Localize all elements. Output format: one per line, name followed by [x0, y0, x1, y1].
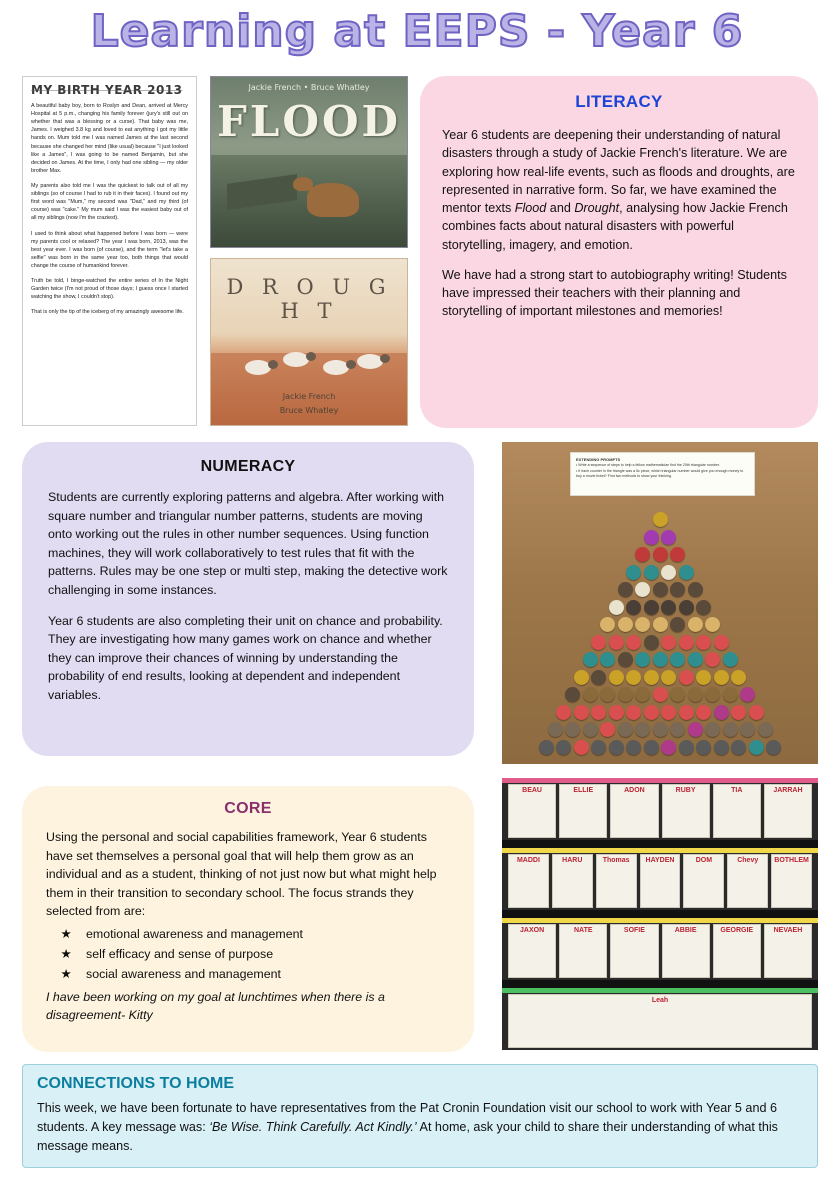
goal-pocket-name: ELLIE	[573, 787, 594, 794]
counter-dot	[688, 687, 703, 702]
goal-pocket	[640, 854, 681, 908]
counter-dot	[696, 635, 711, 650]
goal-pocket	[764, 924, 812, 978]
flood-dog-illustration	[307, 183, 359, 217]
goal-pocket-name: SOFIE	[623, 927, 645, 934]
counter-dot	[670, 547, 685, 562]
counter-dot	[626, 670, 641, 685]
counter-dot	[583, 652, 598, 667]
extending-prompts-line-1: • Write a sequence of steps to help a fellow mathematician find the 20th triangular number.	[576, 463, 720, 468]
photo-band	[502, 778, 818, 783]
counter-dot	[644, 740, 659, 755]
counter-dot	[705, 687, 720, 702]
counter-dot	[626, 565, 641, 580]
counter-dot	[626, 705, 641, 720]
photo-shelf	[502, 840, 818, 848]
counter-dot	[749, 740, 764, 755]
core-section	[22, 786, 474, 1052]
counter-dot	[661, 670, 676, 685]
counter-dot	[705, 652, 720, 667]
goal-pocket	[508, 924, 556, 978]
counter-dot	[609, 600, 624, 615]
counter-dot	[644, 670, 659, 685]
counter-dot	[653, 617, 668, 632]
counter-dot	[661, 740, 676, 755]
goal-pocket-name: ADON	[624, 787, 645, 794]
drought-sheep-illustration	[283, 352, 309, 367]
drought-author: Jackie French	[282, 392, 336, 401]
counter-dot	[644, 705, 659, 720]
counter-dot	[653, 687, 668, 702]
goal-pocket	[508, 854, 549, 908]
autobiography-paragraph: A beautiful baby boy, born to Roslyn and Dean, arrived at Mercy Hospital at 5 p.m., changing his family forever (jury's still out on whether that was a blessing or a curse). That baby was me, James. I weighed 3.8 kg and loved to eat anything I got my little hands on. Mum told me I was named James at the last second because she changed her mind (like usual) because "I just looked like a James", I was going to be named Benjamin, but she decided on James. At the time, I only had one sibling — my older brother Max.	[31, 103, 188, 174]
counter-dot	[749, 705, 764, 720]
counter-dot	[661, 600, 676, 615]
counter-dot	[600, 722, 615, 737]
counter-dot	[670, 582, 685, 597]
goal-pocket-name: TIA	[731, 787, 743, 794]
literacy-paragraph-2: We have had a strong start to autobiography writing! Students have impressed their teachers with their planning and storytelling of important milestones and memories!	[442, 267, 787, 319]
drought-title: D R O U G H T	[226, 275, 392, 323]
counter-dot	[723, 652, 738, 667]
counter-dot	[574, 740, 589, 755]
autobiography-paragraph: I used to think about what happened before I was born — were my parents cool or relaxed? The year I was born, 2013, was the best year ever. I was born (of course), and the term "let's take a selfie" was born in the same year too, both things that would change the course of humankind forever.	[31, 230, 188, 269]
goal-pocket-name: JAXON	[520, 927, 545, 934]
goal-pocket-name: DOM	[695, 857, 713, 864]
goal-pocket	[713, 784, 761, 838]
counter-dot	[644, 635, 659, 650]
counter-dot	[740, 687, 755, 702]
connections-text-b: At home, ask your child to share their understanding of what this message means.	[37, 1119, 778, 1153]
book-cover-flood	[210, 76, 408, 248]
counter-dot	[679, 635, 694, 650]
connections-heading: CONNECTIONS TO HOME	[37, 1075, 235, 1092]
goal-pocket	[559, 784, 607, 838]
goal-pocket-row	[508, 784, 812, 838]
counter-dot	[618, 722, 633, 737]
counter-dot	[679, 600, 694, 615]
counter-dot	[618, 617, 633, 632]
counter-dot	[556, 705, 571, 720]
counter-dot	[679, 705, 694, 720]
counter-dot	[644, 565, 659, 580]
counter-dot	[574, 670, 589, 685]
counter-dot	[583, 722, 598, 737]
counter-dot	[600, 617, 615, 632]
numeracy-photo	[502, 442, 818, 764]
goal-pocket	[610, 784, 658, 838]
goal-pocket	[771, 854, 812, 908]
counter-dot	[635, 687, 650, 702]
goal-pocket	[508, 994, 812, 1048]
goal-pocket-row	[508, 854, 812, 908]
goal-pocket	[610, 924, 658, 978]
counter-dot	[661, 530, 676, 545]
literacy-text-a: Year 6 students are deepening their understanding of natural disasters through a study of Jackie French's literature. We are exploring how real-life events, such as floods and droughts, are represented in narrative form. So far, we have examined the mentor texts	[442, 128, 795, 215]
literacy-section	[420, 76, 818, 428]
photo-band	[502, 988, 818, 993]
strand-label: emotional awareness and management	[86, 927, 303, 942]
goal-pocket	[662, 924, 710, 978]
counter-dot	[731, 705, 746, 720]
counter-dot	[714, 670, 729, 685]
counter-dot	[696, 705, 711, 720]
core-focus-strands	[46, 925, 450, 985]
connections-paragraph	[37, 1099, 803, 1156]
drought-illustrator: Bruce Whatley	[279, 406, 339, 415]
literacy-text-b: and	[546, 201, 575, 215]
goal-pocket-name: HAYDEN	[645, 857, 675, 864]
goal-pocket-name: JARRAH	[773, 787, 803, 794]
goal-pocket	[727, 854, 768, 908]
goal-pocket	[662, 784, 710, 838]
counter-dot	[635, 582, 650, 597]
autobiography-paragraph: Truth be told, I binge-watched the entire series of In the Night Garden twice (I'm not proud of those days; I guess once I started watching the show, I couldn't stop).	[31, 278, 188, 301]
list-item	[46, 945, 450, 965]
counter-dot	[644, 600, 659, 615]
goal-pocket	[764, 784, 812, 838]
goal-pocket	[508, 784, 556, 838]
counter-dot	[670, 687, 685, 702]
goal-pocket-name: RUBY	[675, 787, 696, 794]
goal-pocket	[713, 924, 761, 978]
counter-dot	[688, 652, 703, 667]
counter-dot	[600, 687, 615, 702]
core-paragraph: Using the personal and social capabilities framework, Year 6 students have set themselves a personal goal that will help them grow as an individual and as a student, thinking of not just now but what might help them in their transition to secondary school. The focus strands they selected from are:	[46, 830, 437, 919]
counter-dot	[565, 722, 580, 737]
autobiography-paragraph: That is only the tip of the iceberg of my amazingly awesome life.	[31, 309, 184, 316]
list-item	[46, 965, 450, 985]
counter-dot	[653, 582, 668, 597]
goal-pocket-row	[508, 994, 812, 1048]
counter-dot	[723, 722, 738, 737]
counter-dot	[740, 722, 755, 737]
counter-dot	[635, 547, 650, 562]
flood-authors: Jackie French • Bruce Whatley	[248, 83, 370, 92]
counter-dot	[653, 722, 668, 737]
counter-dot	[653, 652, 668, 667]
goal-pocket-name: Leah	[651, 997, 669, 1004]
counter-dot	[723, 687, 738, 702]
drought-sheep-illustration	[323, 360, 349, 375]
counter-dot	[600, 652, 615, 667]
counter-dot	[714, 705, 729, 720]
literacy-heading: LITERACY	[575, 92, 663, 111]
page-title: Learning at EEPS - Year 6	[90, 6, 744, 57]
counter-dot	[661, 565, 676, 580]
goal-pocket-row	[508, 924, 812, 978]
star-icon: ★	[60, 966, 72, 981]
counter-dot	[731, 740, 746, 755]
photo-band	[502, 918, 818, 923]
connections-key-message: ‘Be Wise. Think Carefully. Act Kindly.’	[209, 1119, 417, 1134]
literacy-text-c: , analysing how Jackie French combines facts about natural disasters with powerful storytelling, imagery, and emotion.	[442, 201, 788, 252]
counter-dot	[766, 740, 781, 755]
counter-dot	[688, 582, 703, 597]
core-heading: CORE	[224, 800, 272, 817]
strand-label: social awareness and management	[86, 966, 281, 981]
counter-dot	[591, 705, 606, 720]
counter-dot	[644, 530, 659, 545]
counter-dot	[548, 722, 563, 737]
goal-pocket-name: BOTHLEM	[774, 857, 809, 864]
connections-text-a: This week, we have been fortunate to have representatives from the Pat Cronin Foundation visit our school to work with Year 5 and 6 students. A key message was:	[37, 1101, 777, 1134]
counter-dot	[565, 687, 580, 702]
counter-dot	[705, 722, 720, 737]
counter-dot	[688, 617, 703, 632]
counter-dot	[714, 635, 729, 650]
counter-dot	[670, 617, 685, 632]
counter-dot	[635, 722, 650, 737]
literacy-paragraph-1	[442, 126, 796, 254]
star-icon: ★	[60, 927, 72, 942]
numeracy-paragraph-1: Students are currently exploring patterns and algebra. After working with square number and triangular number patterns, students are moving onto working out the rules in other number sequences. Using function machines, they will work collaboratively to test rules that fit with the patterns. Rules may be one step or multi step, making the detective work challenging in some instances.	[48, 490, 448, 598]
student-quote: I have been working on my goal at lunchtimes when there is a disagreement- Kitty	[46, 989, 385, 1022]
photo-shelf	[502, 910, 818, 918]
counter-dot	[679, 740, 694, 755]
counter-dot	[609, 705, 624, 720]
list-item	[46, 925, 450, 945]
autobiography-paragraph: My parents also told me I was the quickest to talk out of all my siblings (so of course I had to rub it in their faces). I found out my first word was "Mum," my second was "Dad," and my third (of course) was "cake." My mum said I was the easiest baby out of all my siblings (now I'm the craziest).	[31, 182, 188, 222]
book-cover-drought	[210, 258, 408, 426]
counter-dot	[609, 740, 624, 755]
counter-dot	[714, 740, 729, 755]
drought-sheep-illustration	[357, 354, 383, 369]
counter-dot	[618, 582, 633, 597]
goal-pocket-name: HARU	[562, 857, 583, 864]
extending-prompts-note	[570, 452, 755, 496]
goal-pocket-name: NEVAEH	[773, 927, 803, 934]
counter-dot	[591, 670, 606, 685]
core-photo	[502, 778, 818, 1050]
counter-dot	[696, 740, 711, 755]
extending-prompts-line-2: • If each counter in the triangle was a 5c piece, which triangular number would give you enough money to buy a movie ticket? Find two methods to show your thinking.	[576, 468, 744, 479]
goal-pocket	[683, 854, 724, 908]
autobiography-clipping	[22, 76, 197, 426]
counter-dot	[653, 547, 668, 562]
counter-dot	[618, 652, 633, 667]
counter-dot	[661, 635, 676, 650]
goal-pocket	[552, 854, 593, 908]
counter-dot	[696, 670, 711, 685]
photo-shelf	[502, 980, 818, 988]
counter-dot	[688, 722, 703, 737]
goal-pocket-name: BEAU	[522, 787, 542, 794]
strand-label: self efficacy and sense of purpose	[86, 946, 274, 961]
counter-dot	[618, 687, 633, 702]
counter-dot	[731, 670, 746, 685]
counter-dot	[679, 670, 694, 685]
autobiography-title: MY BIRTH YEAR 2013	[31, 83, 183, 97]
counter-dot	[626, 600, 641, 615]
counter-dot	[574, 705, 589, 720]
flood-title: FLOOD	[217, 97, 401, 146]
extending-prompts-title: EXTENDING PROMPTS	[576, 457, 621, 462]
counter-dot	[705, 617, 720, 632]
counter-dot	[556, 740, 571, 755]
counter-dot	[679, 565, 694, 580]
goal-pocket	[596, 854, 637, 908]
counter-dot	[661, 705, 676, 720]
counter-dot	[635, 652, 650, 667]
counter-dot	[635, 617, 650, 632]
counter-dot	[591, 740, 606, 755]
counter-dot	[670, 652, 685, 667]
counter-dot	[653, 512, 668, 527]
goal-pocket-name: Chevy	[737, 857, 759, 864]
goal-pocket-name: GEORGIE	[720, 927, 754, 934]
counter-dot	[583, 687, 598, 702]
mentor-text-drought: Drought	[574, 201, 620, 215]
goal-pocket-name: ABBIE	[674, 927, 697, 934]
numeracy-paragraph-2: Year 6 students are also completing their unit on chance and probability. They are investigating how many games work on chance and whether they can improve their chances of winning by understanding the probability of end results, looking at dependent and independent variables.	[48, 613, 443, 703]
star-icon: ★	[60, 946, 72, 961]
photo-band	[502, 848, 818, 853]
goal-pocket-name: NATE	[573, 927, 593, 934]
counter-triangle	[502, 502, 818, 757]
goal-pocket	[559, 924, 607, 978]
goal-pocket-name: Thomas	[602, 857, 630, 864]
counter-dot	[758, 722, 773, 737]
counter-dot	[626, 740, 641, 755]
drought-sheep-illustration	[245, 360, 271, 375]
counter-dot	[609, 670, 624, 685]
counter-dot	[591, 635, 606, 650]
connections-to-home-section	[22, 1064, 818, 1168]
counter-dot	[539, 740, 554, 755]
goal-pocket-name: MADDI	[516, 857, 540, 864]
numeracy-section	[22, 442, 474, 756]
counter-dot	[670, 722, 685, 737]
counter-dot	[696, 600, 711, 615]
counter-dot	[626, 635, 641, 650]
numeracy-heading: NUMERACY	[200, 458, 296, 475]
counter-dot	[609, 635, 624, 650]
mentor-text-flood: Flood	[514, 201, 547, 215]
